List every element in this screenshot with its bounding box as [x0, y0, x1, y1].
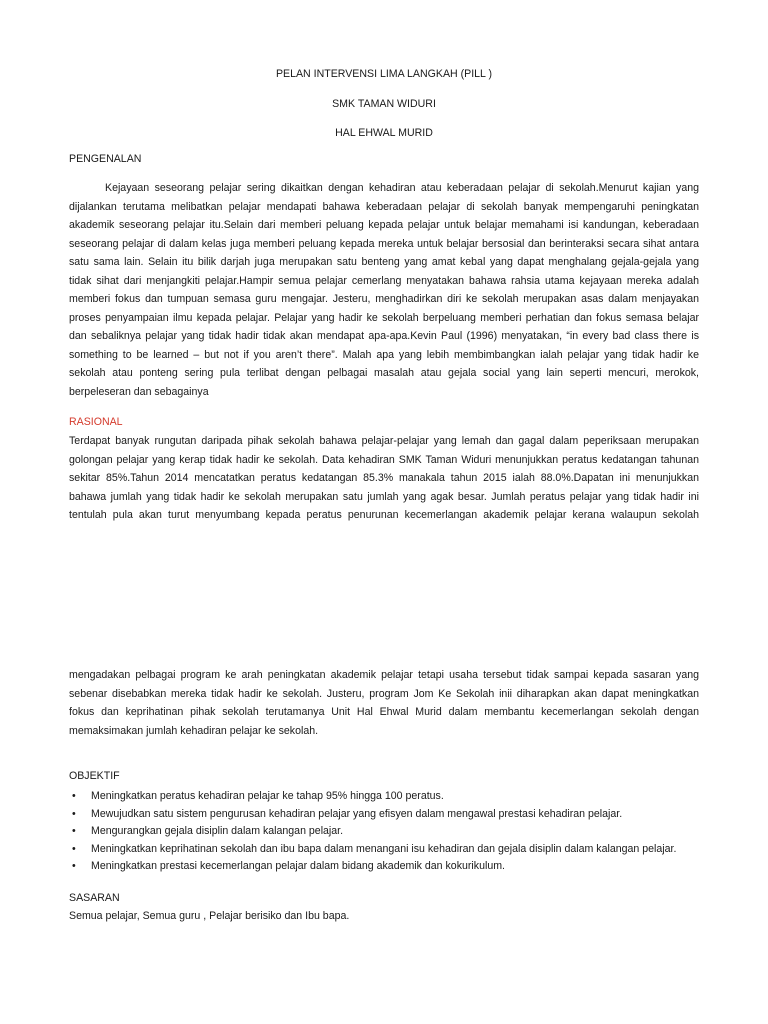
text-line: mengadakan pelbagai program ke arah peningkatan akademik pelajar tetapi usaha tersebut tidak sampai kepada sasaran yang	[69, 669, 699, 681]
rasional-paragraph-bottom	[69, 666, 699, 740]
rasional-heading: RASIONAL	[69, 416, 123, 428]
pengenalan-paragraph	[69, 179, 699, 401]
unit-name: HAL EHWAL MURID	[335, 127, 433, 139]
text-line: proses penyampaian ilmu kepada pelajar. Pelajar yang hadir ke sekolah berpeluang memberi perhatian dan fokus semasa belajar	[69, 311, 699, 324]
text-line: dan sebaliknya pelajar yang tidak hadir tidak akan mendapat apa-apa.Kevin Paul (1996) menyatakan, “in every bad class there is	[69, 330, 699, 342]
list-item	[69, 823, 676, 841]
text-line: Kejayaan seseorang pelajar sering dikaitkan dengan kehadiran atau keberadaan pelajar di sekolah.Menurut kajian yang	[105, 182, 699, 194]
list-item	[69, 858, 676, 876]
sasaran-text: Semua pelajar, Semua guru , Pelajar berisiko dan Ibu bapa.	[69, 910, 350, 922]
list-item-text: Meningkatkan prestasi kecemerlangan pelajar dalam bidang akademik dan kokurikulum.	[91, 860, 505, 872]
list-item	[69, 806, 676, 824]
bullet-icon: •	[72, 842, 76, 855]
text-line: sekolah atau ponteng sering pula terlibat dengan pelbagai masalah atau gejala social yang lain seperti mencuri, merokok,	[69, 367, 699, 379]
text-line: akademik seseorang pelajar itu.Selain dari memberi peluang kepada pelajar untuk belajar memahami isi kandungan, keberadaan	[69, 219, 699, 231]
bullet-icon: •	[72, 825, 76, 837]
list-item-text: Meningkatkan keprihatinan sekolah dan ibu bapa dalam menangani isu kehadiran dan gejala disiplin dalam kalangan pelajar.	[91, 842, 677, 855]
text-line: dijalankan terutama melibatkan pelajar mendapati bahawa keberadaan pelajar di sekolah banyak mempengaruhi peningkatan	[69, 200, 699, 213]
text-line: something to be learned – but not if you aren’t there”. Malah apa yang lebih membimbangkan ialah pelajar yang tidak hadir ke	[69, 348, 699, 361]
text-line: fokus dan keprihatinan pihak sekolah terutamanya Unit Hal Ehwal Murid dalam membantu kecemerlangan sekolah dengan	[69, 706, 699, 718]
list-item-text: Meningkatkan peratus kehadiran pelajar ke tahap 95% hingga 100 peratus.	[91, 790, 444, 802]
text-line: satu sama lain. Selain itu bilik darjah juga merupakan satu benteng yang amat kebal yang dapat menghalang gejala-gejala yang	[69, 256, 699, 268]
pengenalan-heading: PENGENALAN	[69, 153, 142, 165]
text-line: memaksimakan jumlah kehadiran pelajar ke sekolah.	[69, 724, 319, 737]
text-line: memberi fokus dan tumpuan semasa guru mengajar. Jesteru, menghadirkan diri ke sekolah merupakan asas dalam menjayakan	[69, 293, 699, 305]
text-line: tidak sihat dari menjangkiti pelajar.Hampir semua pelajar cemerlang menyatakan bahawa rahsia utama kejayaan mereka adalah	[69, 274, 699, 287]
text-line: sebenar disebabkan mereka tidak hadir ke sekolah. Justeru, program Jom Ke Sekolah inii diharapkan akan dapat meningkatkan	[69, 687, 699, 700]
list-item	[69, 841, 676, 859]
text-line: Terdapat banyak rungutan daripada pihak sekolah bahawa pelajar-pelajar yang lemah dan gagal dalam peperiksaan merupakan	[69, 435, 699, 447]
bullet-icon: •	[72, 860, 76, 872]
text-line: bahawa jumlah yang tidak hadir ke sekolah merupakan satu jumlah yang agak besar. Jumlah peratus pelajar yang tidak hadir ini	[69, 490, 699, 503]
bullet-icon: •	[72, 807, 76, 820]
list-item	[69, 788, 676, 806]
objektif-heading: OBJEKTIF	[69, 770, 120, 782]
sasaran-heading: SASARAN	[69, 892, 120, 904]
list-item-text: Mewujudkan satu sistem pengurusan kehadiran pelajar yang efisyen dalam mengawal prestasi kehadiran pelajar.	[91, 807, 623, 820]
objektif-list	[69, 788, 676, 876]
bullet-icon: •	[72, 790, 76, 802]
document-title: PELAN INTERVENSI LIMA LANGKAH (PILL )	[275, 68, 493, 80]
rasional-paragraph-top	[69, 432, 699, 525]
list-item-text: Mengurangkan gejala disiplin dalam kalangan pelajar.	[91, 825, 344, 837]
text-line: sekitar 85%.Tahun 2014 mencatatkan peratus kedatangan 85.3% manakala tahun 2015 ialah 88.0%.Dapatan ini menunjukkan	[69, 472, 699, 484]
text-line: tentulah pula akan turut menyumbang kepada peratus penurunan kecemerlangan akademik pelajar kerana walaupun sekolah	[69, 509, 699, 521]
text-line: seseorang pelajar di dalam kelas juga memberi peluang kepada mereka untuk belajar bersosial dan berinteraksi secara sihat antara	[69, 237, 699, 250]
school-name: SMK TAMAN WIDURI	[332, 98, 436, 110]
text-line: golongan pelajar yang kerap tidak hadir ke sekolah. Data kehadiran SMK Taman Widuri menunjukkan peratus kedatangan tahunan	[69, 453, 699, 466]
text-line: berpeleseran dan sebagainya	[69, 385, 209, 398]
